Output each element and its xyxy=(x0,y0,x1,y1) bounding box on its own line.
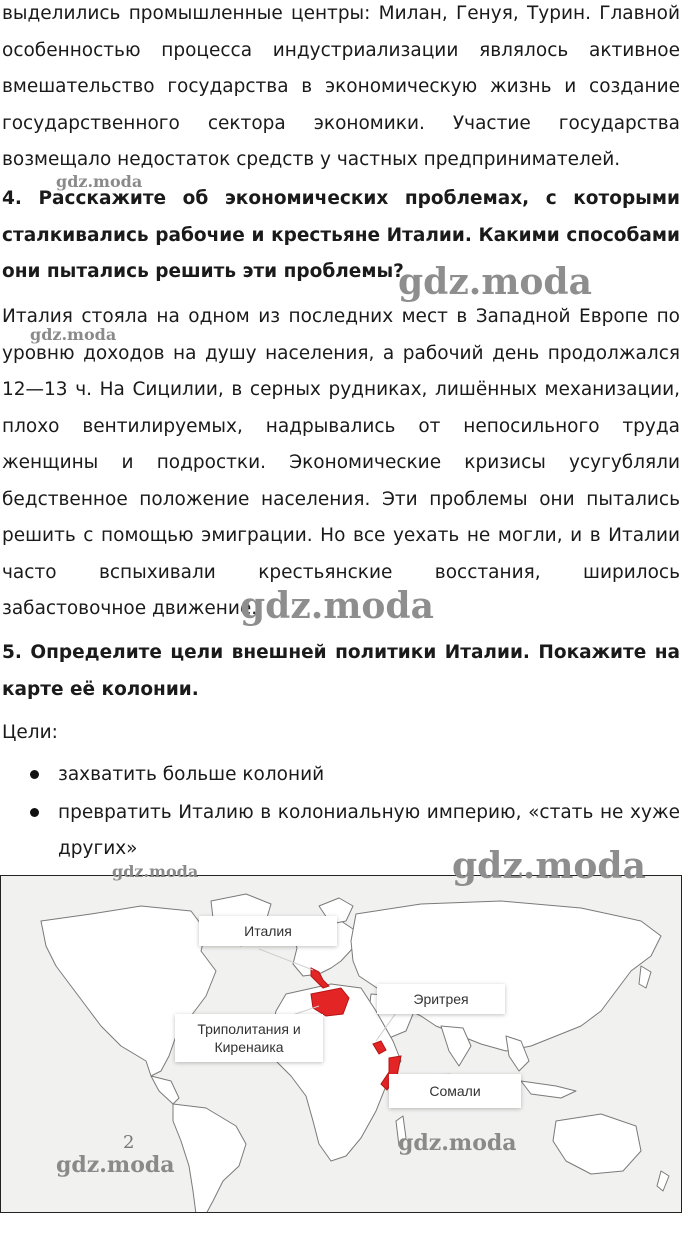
label-tripolitania: Триполитания и Киренаика xyxy=(175,1014,323,1062)
label-eritrea: Эритрея xyxy=(377,984,505,1014)
watermark: gdz.moda xyxy=(112,862,199,881)
watermark: gdz.moda xyxy=(56,1152,175,1178)
label-somalia: Сомали xyxy=(389,1074,521,1108)
watermark: gdz.moda xyxy=(240,585,434,627)
answer-4: Италия стояла на одном из последних мест в Западной Европе по уровню доходов на душу населения, а рабочий день продолжался 12—13 ч. На Сицилии, в серных рудниках, лишённых механизации, плохо вентилируемых, надрывались от непосильного труда женщины и подростки. Экономические кризисы усугубляли бедственное положение населения. Эти проблемы они пытались решить с помощью эмиграции. Но все уехать не могли, и в Италии часто вспыхивали крестьянские восстания, ширилось забастовочное движение. xyxy=(2,306,680,619)
map-page-number: 2 xyxy=(123,1132,135,1153)
goal-text-1: захватить больше колоний xyxy=(58,764,325,785)
watermark: gdz.moda xyxy=(398,1130,517,1156)
bullet-icon xyxy=(30,770,39,779)
south-america-shape xyxy=(173,1104,246,1213)
label-italy: Италия xyxy=(199,916,337,946)
watermark: gdz.moda xyxy=(398,261,592,303)
question-5: 5. Определите цели внешней политики Италии. Покажите на карте её колонии. xyxy=(2,642,680,700)
australia-shape xyxy=(553,1114,641,1174)
intro-paragraph: выделились промышленные центры: Милан, Генуя, Турин. Главной особенностью процесса индустриализации являлось активное вмешательство государства в экономическую жизнь и создание государственного сектора экономики. Участие государства возмещало недостаток средств у частных предпринимателей. xyxy=(2,3,680,170)
watermark: gdz.moda xyxy=(56,172,143,191)
goal-item-1 xyxy=(30,757,680,793)
question-4: 4. Расскажите об экономических проблемах, с которыми сталкивались рабочие и крестьяне Италии. Какими способами они пытались решить эти проблемы? xyxy=(2,188,680,282)
watermark: gdz.moda xyxy=(452,845,646,887)
watermark: gdz.moda xyxy=(30,325,117,344)
japan-shape xyxy=(639,966,651,988)
central-america-shape xyxy=(151,1076,179,1104)
indonesia-shape xyxy=(521,1081,576,1098)
goals-label: Цели: xyxy=(2,722,58,743)
goal-text-2: превратить Италию в колониальную империю, «стать не хуже других» xyxy=(58,802,680,859)
new-zealand-shape xyxy=(657,1171,669,1191)
bullet-icon xyxy=(30,808,39,817)
